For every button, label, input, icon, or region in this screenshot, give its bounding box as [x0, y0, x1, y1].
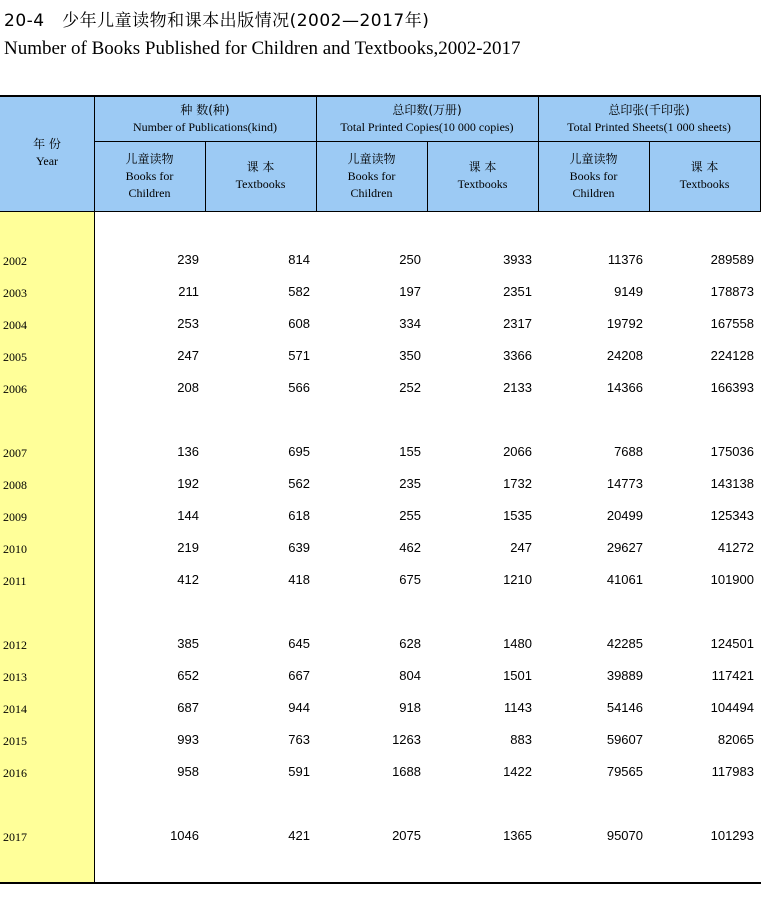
table-cell: 59607 — [606, 732, 643, 747]
table-cell: 208 — [177, 380, 199, 395]
table-cell: 166393 — [710, 380, 754, 395]
header-bottom-border — [0, 211, 761, 212]
subheader-children — [316, 151, 427, 202]
table-title-cn: 20-4 少年儿童读物和课本出版情况(2002—2017年) — [4, 11, 430, 31]
table-cell: 125343 — [710, 508, 754, 523]
subheader-cn: 课 本 — [246, 160, 275, 174]
table-top-border — [0, 95, 761, 97]
group-header-copies — [316, 102, 538, 136]
table-cell: 20499 — [606, 508, 643, 523]
table-cell: 2351 — [503, 284, 532, 299]
table-cell: 178873 — [710, 284, 754, 299]
group-header-publications — [94, 102, 316, 136]
subheader-en: Children — [572, 186, 615, 200]
table-cell: 462 — [399, 540, 421, 555]
table-cell: 2066 — [503, 444, 532, 459]
row-year: 2008 — [3, 478, 27, 492]
table-cell: 224128 — [710, 348, 754, 363]
table-cell: 101293 — [710, 828, 754, 843]
table-cell: 628 — [399, 636, 421, 651]
year-header-cn: 年 份 — [33, 137, 61, 151]
table-cell: 175036 — [710, 444, 754, 459]
table-cell: 571 — [288, 348, 310, 363]
table-cell: 2317 — [503, 316, 532, 331]
row-year: 2009 — [3, 510, 27, 524]
table-cell: 608 — [288, 316, 310, 331]
table-cell: 41061 — [606, 572, 643, 587]
table-cell: 418 — [288, 572, 310, 587]
table-cell: 421 — [288, 828, 310, 843]
table-cell: 104494 — [710, 700, 754, 715]
subheader-cn: 课 本 — [468, 160, 497, 174]
table-cell: 1422 — [503, 764, 532, 779]
table-cell: 334 — [399, 316, 421, 331]
table-cell: 993 — [177, 732, 199, 747]
table-cell: 39889 — [606, 668, 643, 683]
row-year: 2014 — [3, 702, 27, 716]
table-cell: 117421 — [711, 668, 754, 683]
table-cell: 252 — [399, 380, 421, 395]
table-cell: 42285 — [606, 636, 643, 651]
subheader-en: Books for — [569, 169, 618, 183]
table-cell: 958 — [177, 764, 199, 779]
table-title-en: Number of Books Published for Children and Textbooks,2002-2017 — [4, 38, 521, 59]
subheader-en: Books for — [125, 169, 174, 183]
table-cell: 289589 — [710, 252, 754, 267]
table-cell: 95070 — [606, 828, 643, 843]
table-cell: 1732 — [503, 476, 532, 491]
subheader-en: Books for — [347, 169, 396, 183]
table-cell: 883 — [510, 732, 532, 747]
table-cell: 566 — [288, 380, 310, 395]
table-cell: 250 — [399, 252, 421, 267]
table-cell: 14366 — [606, 380, 643, 395]
table-cell: 192 — [177, 476, 199, 491]
table-cell: 247 — [177, 348, 199, 363]
table-cell: 582 — [288, 284, 310, 299]
table-cell: 82065 — [717, 732, 754, 747]
row-year: 2005 — [3, 350, 27, 364]
table-cell: 41272 — [717, 540, 754, 555]
table-cell: 3933 — [503, 252, 532, 267]
table-cell: 197 — [399, 284, 421, 299]
table-cell: 255 — [399, 508, 421, 523]
subheader-cn: 课 本 — [690, 160, 719, 174]
table-cell: 918 — [399, 700, 421, 715]
row-year: 2006 — [3, 382, 27, 396]
table-cell: 1143 — [504, 700, 532, 715]
table-cell: 667 — [288, 668, 310, 683]
table-cell: 124501 — [710, 636, 754, 651]
table-cell: 14773 — [606, 476, 643, 491]
table-cell: 639 — [288, 540, 310, 555]
table-cell: 136 — [177, 444, 199, 459]
table-cell: 618 — [288, 508, 310, 523]
subheader-en: Textbooks — [235, 177, 286, 191]
row-year: 2013 — [3, 670, 27, 684]
subheader-cn: 儿童读物 — [125, 152, 174, 166]
table-cell: 144 — [177, 508, 199, 523]
subheader-en: Children — [128, 186, 171, 200]
table-cell: 814 — [288, 252, 310, 267]
row-year: 2003 — [3, 286, 27, 300]
subheader-textbooks — [205, 159, 316, 193]
table-cell: 412 — [177, 572, 199, 587]
table-cell: 235 — [399, 476, 421, 491]
table-cell: 155 — [399, 444, 421, 459]
table-cell: 211 — [178, 284, 199, 299]
table-cell: 1046 — [170, 828, 199, 843]
table-cell: 2075 — [392, 828, 421, 843]
group-header-en: Total Printed Copies(10 000 copies) — [340, 120, 514, 134]
row-year: 2012 — [3, 638, 27, 652]
row-year: 2002 — [3, 254, 27, 268]
table-cell: 763 — [288, 732, 310, 747]
table-cell: 695 — [288, 444, 310, 459]
subheader-cn: 儿童读物 — [347, 152, 396, 166]
group-header-en: Total Printed Sheets(1 000 sheets) — [567, 120, 731, 134]
table-cell: 675 — [399, 572, 421, 587]
year-header-en: Year — [35, 154, 59, 168]
table-cell: 1263 — [392, 732, 421, 747]
subheader-cn: 儿童读物 — [569, 152, 618, 166]
table-cell: 29627 — [606, 540, 643, 555]
table-cell: 143138 — [710, 476, 754, 491]
table-cell: 247 — [510, 540, 532, 555]
table-cell: 1210 — [503, 572, 532, 587]
table-cell: 645 — [288, 636, 310, 651]
subheader-textbooks — [649, 159, 760, 193]
row-year: 2016 — [3, 766, 27, 780]
group-header-cn: 总印张(千印张) — [608, 103, 690, 117]
table-cell: 687 — [177, 700, 199, 715]
table-cell: 24208 — [606, 348, 643, 363]
row-year: 2010 — [3, 542, 27, 556]
table-cell: 1535 — [503, 508, 532, 523]
table-cell: 117983 — [711, 764, 754, 779]
table-cell: 9149 — [614, 284, 643, 299]
table-cell: 562 — [288, 476, 310, 491]
table-cell: 101900 — [710, 572, 754, 587]
group-header-sheets — [538, 102, 760, 136]
table-cell: 804 — [399, 668, 421, 683]
group-header-en: Number of Publications(kind) — [133, 120, 277, 134]
subheader-textbooks — [427, 159, 538, 193]
row-year: 2011 — [3, 574, 27, 588]
table-cell: 167558 — [710, 316, 754, 331]
table-cell: 3366 — [503, 348, 532, 363]
table-cell: 1480 — [503, 636, 532, 651]
table-cell: 350 — [399, 348, 421, 363]
group-header-cn: 种 数(种) — [180, 103, 230, 117]
table-cell: 2133 — [503, 380, 532, 395]
table-cell: 253 — [177, 316, 199, 331]
subheader-children — [538, 151, 649, 202]
table-cell: 239 — [177, 252, 199, 267]
table-cell: 591 — [288, 764, 310, 779]
row-year: 2007 — [3, 446, 27, 460]
table-cell: 652 — [177, 668, 199, 683]
table-cell: 1365 — [503, 828, 532, 843]
subheader-en: Children — [350, 186, 393, 200]
group-header-cn: 总印数(万册) — [392, 103, 462, 117]
table-bottom-border — [0, 882, 761, 884]
table-cell: 19792 — [606, 316, 643, 331]
row-year: 2004 — [3, 318, 27, 332]
year-header — [0, 136, 94, 170]
table-cell: 7688 — [614, 444, 643, 459]
subheader-en: Textbooks — [679, 177, 730, 191]
subheader-en: Textbooks — [457, 177, 508, 191]
table-cell: 54146 — [606, 700, 643, 715]
table-cell: 1501 — [503, 668, 532, 683]
table-cell: 385 — [177, 636, 199, 651]
table-cell: 944 — [288, 700, 310, 715]
table-cell: 219 — [177, 540, 199, 555]
table-cell: 1688 — [392, 764, 421, 779]
subheader-children — [94, 151, 205, 202]
year-column-divider — [94, 97, 95, 882]
table-cell: 11376 — [607, 252, 643, 267]
row-year: 2017 — [3, 830, 27, 844]
row-year: 2015 — [3, 734, 27, 748]
table-cell: 79565 — [606, 764, 643, 779]
